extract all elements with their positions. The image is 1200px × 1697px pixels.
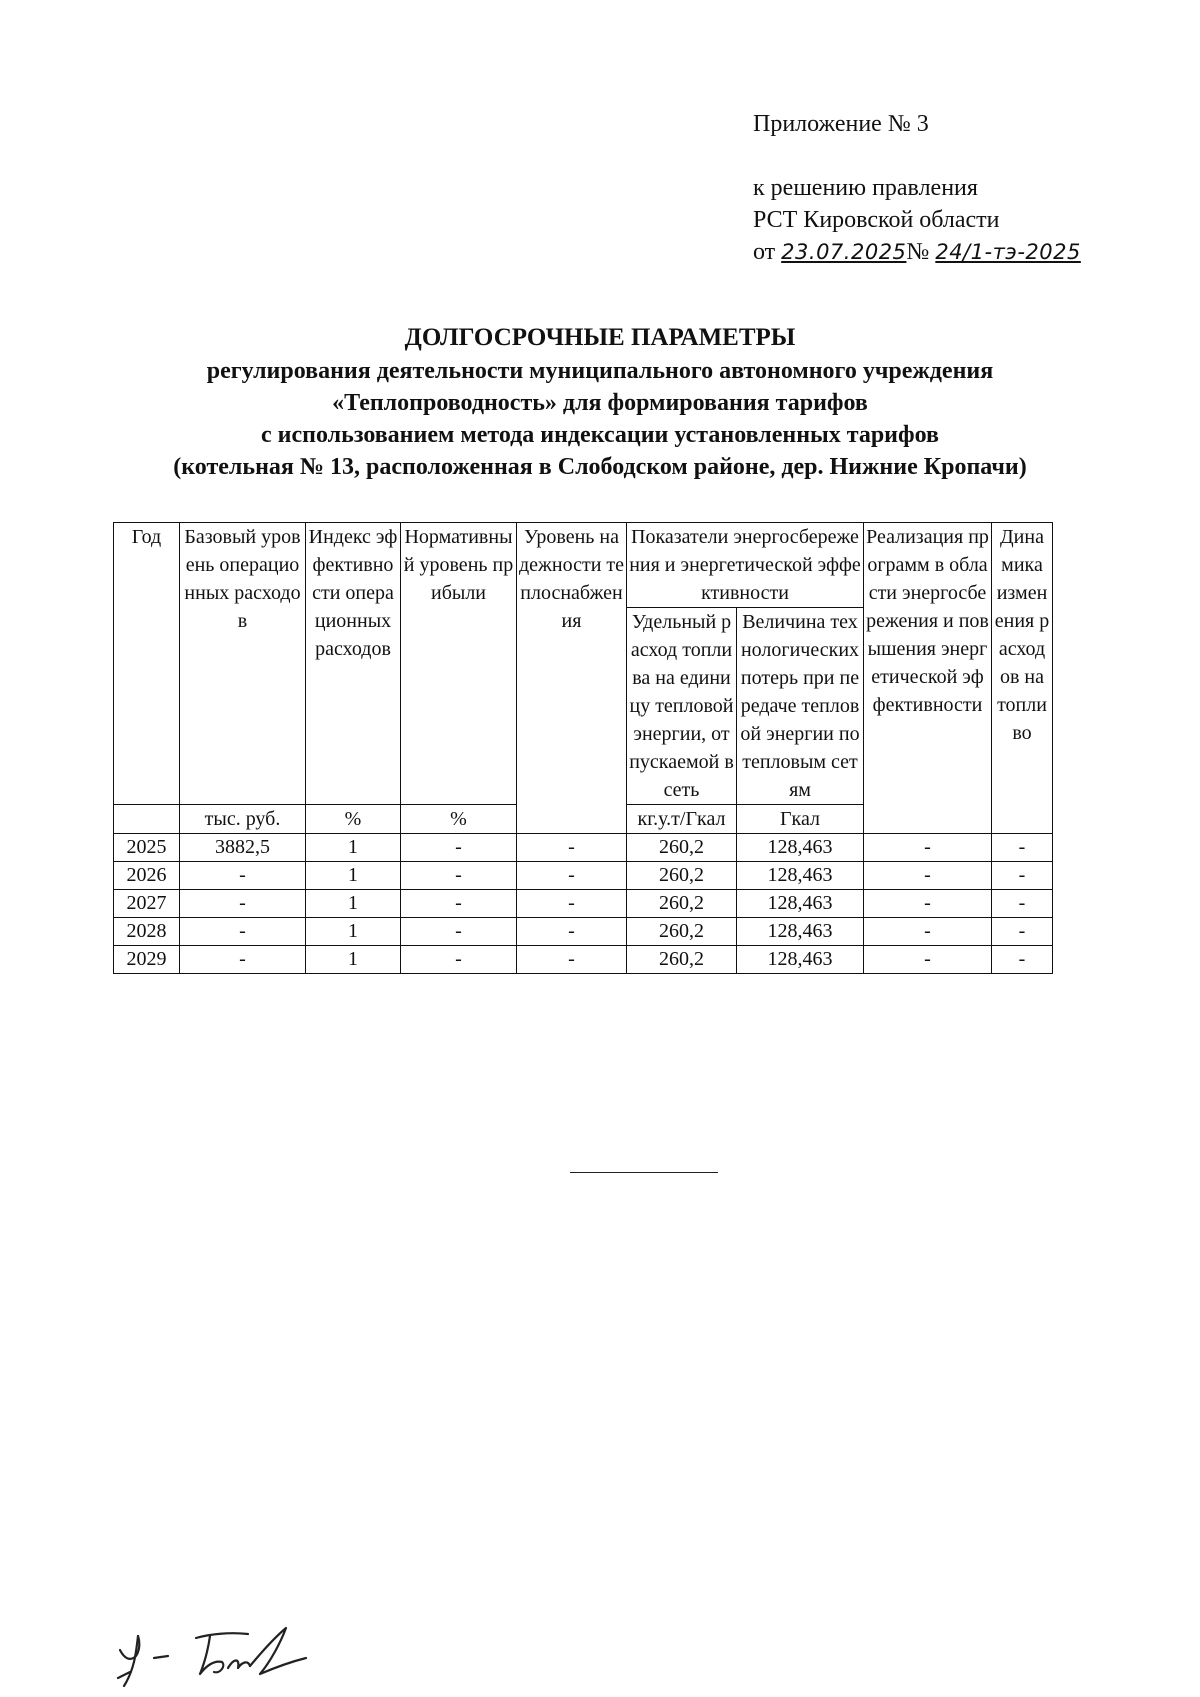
parameters-table [113, 522, 1053, 974]
cell-reliability: - [517, 834, 627, 862]
cell-programs: - [864, 834, 992, 862]
spacer [753, 140, 1081, 172]
cell-dynamics: - [992, 862, 1053, 890]
header-fuel-dynamics: Динамика изменения расходов на топливо [992, 523, 1053, 834]
annex-block [753, 108, 1081, 268]
cell-reliability: - [517, 918, 627, 946]
cell-profit: - [401, 890, 517, 918]
cell-programs: - [864, 946, 992, 974]
cell-profit: - [401, 862, 517, 890]
cell-base-opex: 3882,5 [180, 834, 306, 862]
cell-losses: 128,463 [737, 890, 864, 918]
cell-reliability: - [517, 890, 627, 918]
cell-index: 1 [306, 862, 401, 890]
cell-programs: - [864, 890, 992, 918]
cell-profit: - [401, 834, 517, 862]
cell-base-opex: - [180, 862, 306, 890]
cell-dynamics: - [992, 946, 1053, 974]
cell-losses: 128,463 [737, 834, 864, 862]
title-line-2: «Теплопроводность» для формирования тарифов [332, 390, 868, 416]
unit-losses: Гкал [737, 805, 864, 834]
header-energy-group: Показатели энергосбережения и энергетической эффективности [627, 523, 864, 608]
decision-line-1: к решению правления [753, 175, 978, 201]
header-losses: Величина технологических потерь при передаче тепловой энергии по тепловым сетям [737, 608, 864, 805]
unit-base-opex: тыс. руб. [180, 805, 306, 834]
table-row [114, 862, 1053, 890]
end-divider [570, 1172, 718, 1173]
cell-dynamics: - [992, 834, 1053, 862]
decision-date-line [753, 236, 1081, 268]
cell-year: 2026 [114, 862, 180, 890]
cell-base-opex: - [180, 946, 306, 974]
cell-index: 1 [306, 918, 401, 946]
decision-date: 23.07.2025 [781, 240, 907, 264]
unit-efficiency-index: % [306, 805, 401, 834]
table-row [114, 918, 1053, 946]
header-base-opex: Базовый уровень операционных расходов [180, 523, 306, 805]
header-programs: Реализация программ в области энергосбережения и повышения энергетической эффективности [864, 523, 992, 834]
cell-fuel-rate: 260,2 [627, 862, 737, 890]
cell-losses: 128,463 [737, 946, 864, 974]
cell-programs: - [864, 862, 992, 890]
cell-fuel-rate: 260,2 [627, 918, 737, 946]
cell-index: 1 [306, 834, 401, 862]
header-row [114, 523, 1053, 608]
cell-reliability: - [517, 862, 627, 890]
unit-fuel-rate: кг.у.т/Гкал [627, 805, 737, 834]
cell-year: 2028 [114, 918, 180, 946]
cell-year: 2029 [114, 946, 180, 974]
from-prefix: от [753, 239, 776, 265]
header-profit: Нормативный уровень прибыли [401, 523, 517, 805]
cell-fuel-rate: 260,2 [627, 946, 737, 974]
cell-profit: - [401, 946, 517, 974]
header-reliability: Уровень надежности теплоснабжения [517, 523, 627, 834]
handwritten-signature [110, 1610, 340, 1690]
number-sign: № [906, 239, 930, 265]
decision-line-2: РСТ Кировской области [753, 207, 1000, 233]
annex-label: Приложение № 3 [753, 111, 929, 137]
cell-fuel-rate: 260,2 [627, 834, 737, 862]
document-title [150, 322, 1050, 483]
header-year: Год [114, 523, 180, 805]
decision-number: 24/1-тэ-2025 [935, 240, 1081, 264]
table-row [114, 946, 1053, 974]
cell-base-opex: - [180, 918, 306, 946]
cell-dynamics: - [992, 890, 1053, 918]
cell-year: 2025 [114, 834, 180, 862]
header-efficiency-index: Индекс эффективности операционных расходов [306, 523, 401, 805]
cell-profit: - [401, 918, 517, 946]
unit-profit: % [401, 805, 517, 834]
table-row [114, 834, 1053, 862]
cell-year: 2027 [114, 890, 180, 918]
cell-index: 1 [306, 946, 401, 974]
cell-reliability: - [517, 946, 627, 974]
cell-index: 1 [306, 890, 401, 918]
cell-fuel-rate: 260,2 [627, 890, 737, 918]
title-line-4: (котельная № 13, расположенная в Слободском районе, дер. Нижние Кропачи) [173, 454, 1027, 480]
cell-base-opex: - [180, 890, 306, 918]
header-fuel-rate: Удельный расход топлива на единицу тепловой энергии, отпускаемой в сеть [627, 608, 737, 805]
cell-programs: - [864, 918, 992, 946]
cell-losses: 128,463 [737, 918, 864, 946]
cell-losses: 128,463 [737, 862, 864, 890]
unit-year [114, 805, 180, 834]
title-line-1: регулирования деятельности муниципального автономного учреждения [206, 358, 994, 384]
table-row [114, 890, 1053, 918]
title-main: ДОЛГОСРОЧНЫЕ ПАРАМЕТРЫ [404, 324, 796, 351]
title-line-3: с использованием метода индексации установленных тарифов [261, 422, 939, 448]
cell-dynamics: - [992, 918, 1053, 946]
